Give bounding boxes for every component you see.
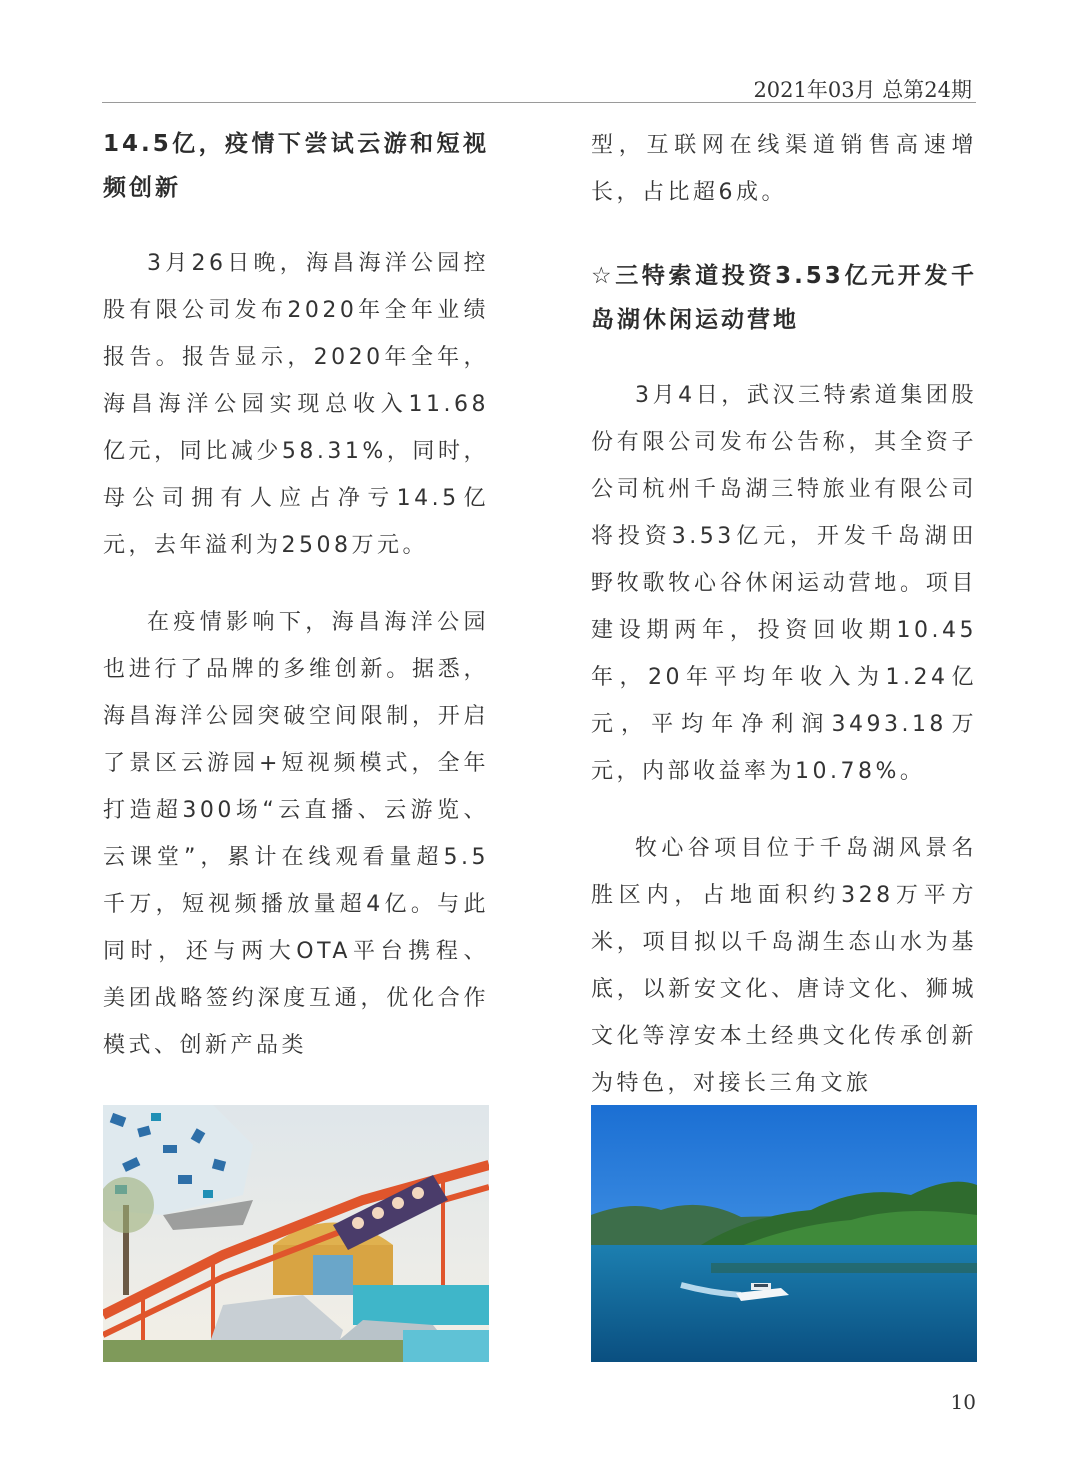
article-heading-haichang: 14.5亿，疫情下尝试云游和短视频创新 xyxy=(103,131,489,201)
paragraph: 3月26日晚，海昌海洋公园控股有限公司发布2020年全年业绩报告。报告显示，2020年全年，海昌海洋公园实现总收入11.68亿元，同比减少58.31%，同时，母公司拥有人应占净亏14.5亿元，去年溢利为2508万元。 xyxy=(103,251,489,558)
ocean-park-photo xyxy=(103,1105,489,1362)
paragraph: 3月4日，武汉三特索道集团股份有限公司发布公告称，其全资子公司杭州千岛湖三特旅业有限公司将投资3.53亿元，开发千岛湖田野牧歌牧心谷休闲运动营地。项目建设期两年，投资回收期10.45年，20年平均年收入为1.24亿元，平均年净利润3493.18万元，内部收益率为10.78%。 xyxy=(591,383,977,784)
article-heading-sante: ☆三特索道投资3.53亿元开发千岛湖休闲运动营地 xyxy=(591,263,977,333)
issue-date: 2021年03月 总第24期 xyxy=(753,78,972,102)
paragraph-continuation: 型，互联网在线渠道销售高速增长，占比超6成。 xyxy=(591,133,977,205)
right-column xyxy=(591,122,977,1107)
page-number: 10 xyxy=(950,1390,976,1414)
paragraph: 在疫情影响下，海昌海洋公园也进行了品牌的多维创新。据悉，海昌海洋公园突破空间限制，开启了景区云游园+短视频模式，全年打造超300场“云直播、云游览、云课堂”，累计在线观看量超5.5千万，短视频播放量超4亿。与此同时，还与两大OTA平台携程、美团战略签约深度互通，优化合作模式、创新产品类 xyxy=(103,610,489,1058)
qiandao-lake-photo xyxy=(591,1105,977,1362)
header-divider xyxy=(102,102,976,103)
paragraph: 牧心谷项目位于千岛湖风景名胜区内，占地面积约328万平方米，项目拟以千岛湖生态山水为基底，以新安文化、唐诗文化、狮城文化等淳安本土经典文化传承创新为特色，对接长三角文旅 xyxy=(591,836,977,1096)
left-column xyxy=(103,122,489,1069)
